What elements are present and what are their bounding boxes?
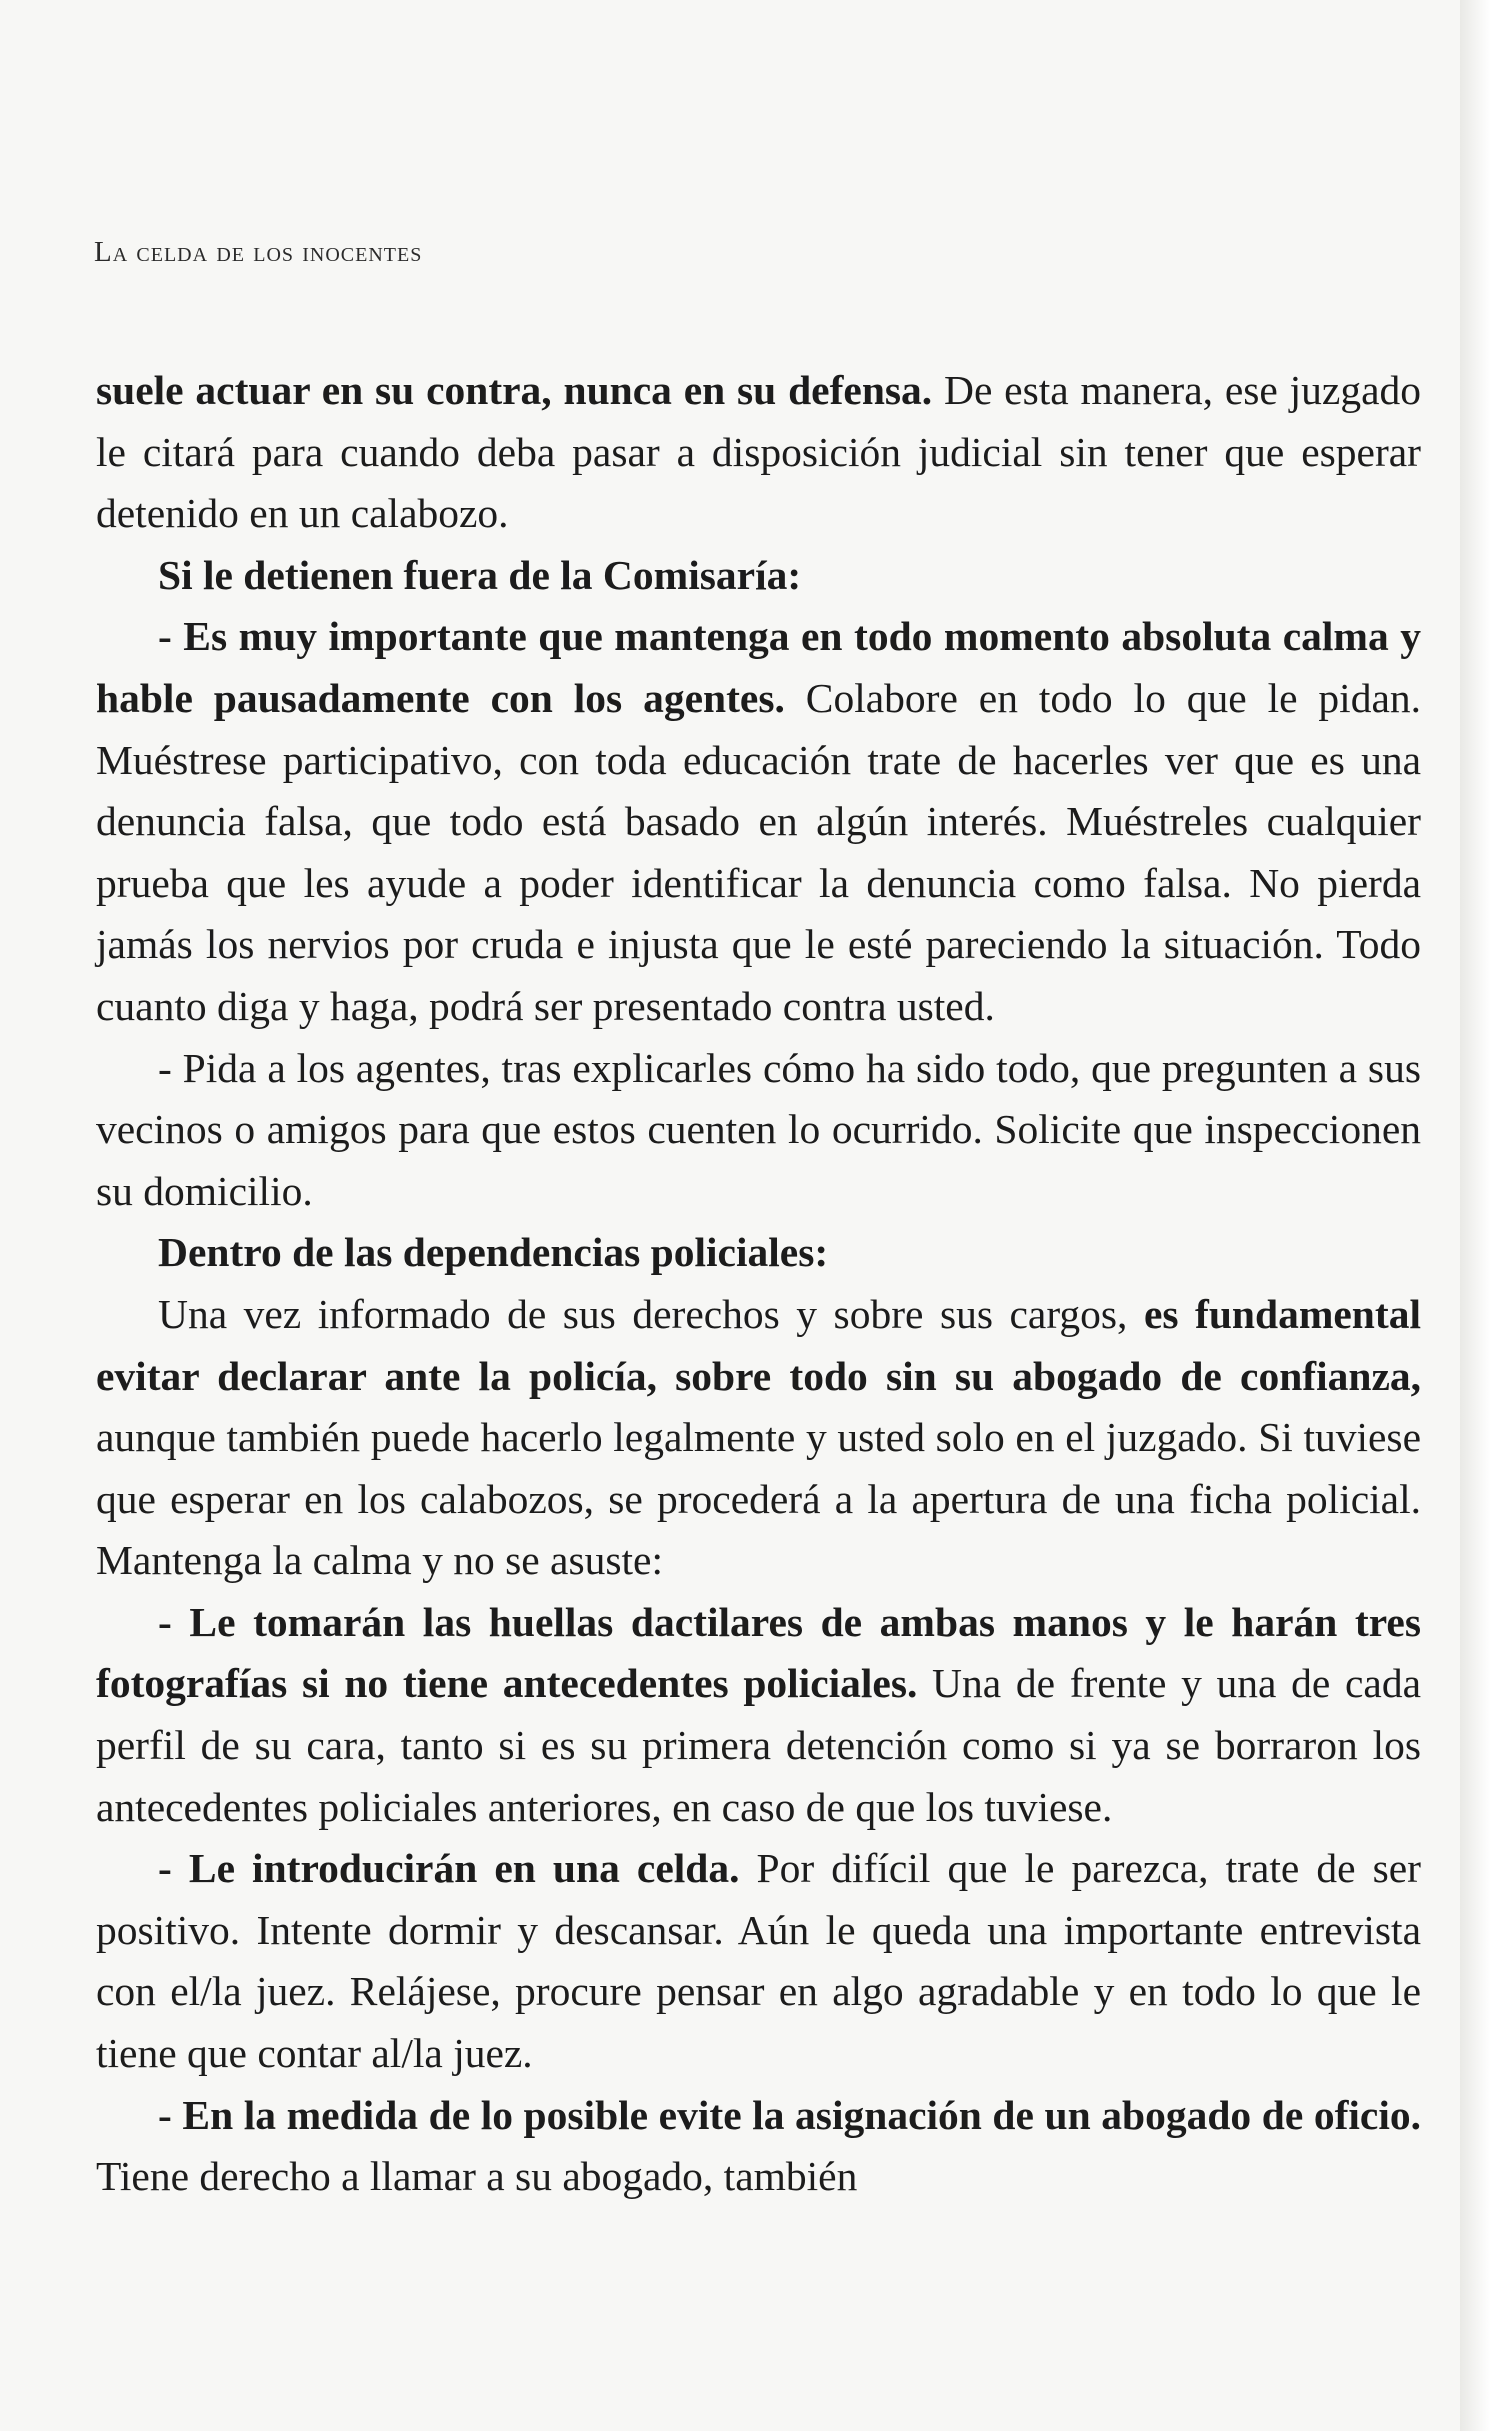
plain-text: - Pida a los agentes, tras explicarles cómo ha sido todo, que pregunten a sus vecinos o amigos para que estos cuenten lo ocurrido. Solicite que inspeccionen su domicilio.: [96, 1044, 1421, 1214]
bold-phrase: - Le tomarán las huellas dactilares de ambas manos y le harán tres fotografías si no tiene antecedentes policiales.: [96, 1598, 1421, 1707]
bold-phrase: - En la medida de lo posible evite la asignación de un abogado de oficio.: [158, 2091, 1421, 2138]
paragraph-1: [96, 360, 1421, 545]
paragraph-lawyer: [96, 2085, 1421, 2208]
paragraph-rights: [96, 1284, 1421, 1592]
paragraph-cell: [96, 1838, 1421, 2084]
paragraph-fingerprints: [96, 1592, 1421, 1838]
paragraph-calm: [96, 606, 1421, 1037]
section-heading: Si le detienen fuera de la Comisaría:: [158, 551, 802, 598]
body-text: [96, 360, 1421, 2208]
plain-text: aunque también puede hacerlo legalmente y usted solo en el juzgado. Si tuviese que esperar en los calabozos, se procederá a la apertura de una ficha policial. Mantenga la calma y no se asuste:: [96, 1414, 1421, 1584]
bold-phrase: - Le introducirán en una celda.: [158, 1845, 740, 1892]
section-heading-outside: [96, 545, 1421, 607]
plain-text: Por difícil que le parezca, trate de ser positivo. Intente dormir y descansar. Aún le queda una importante entrevista con el/la juez. Relájese, procure pensar en algo agradable y en todo lo que le tiene que contar al/la juez.: [96, 1845, 1422, 2077]
plain-text: Colabore en todo lo que le pidan. Muéstrese participativo, con toda educación trate de hacerles ver que es una denuncia falsa, que todo está basado en algún interés. Muéstreles cualquier prueba que les ayude a poder identificar la denuncia como falsa. No pierda jamás los nervios por cruda e injusta que le esté pareciendo la situación. Todo cuanto diga y haga, podrá ser presentado contra usted.: [96, 674, 1421, 1029]
page-edge: [1460, 0, 1491, 2431]
plain-text: Una vez informado de sus derechos y sobre sus cargos,: [158, 1290, 1144, 1337]
plain-text: Una de frente y una de cada perfil de su cara, tanto si es su primera detención como si ya se borraron los antecedentes policiales anteriores, en caso de que los tuviese.: [96, 1660, 1421, 1830]
bold-phrase: - Es muy importante que mantenga en todo momento absoluta calma y hable pausadamente con los agentes.: [96, 613, 1421, 721]
bold-phrase: suele actuar en su contra, nunca en su defensa.: [96, 367, 933, 413]
plain-text: Tiene derecho a llamar a su abogado, también: [96, 2153, 858, 2200]
section-heading-inside: [96, 1222, 1421, 1284]
plain-text: De esta manera, ese juzgado le citará para cuando deba pasar a disposición judicial sin tener que esperar detenido en un calabozo.: [96, 367, 1421, 537]
paragraph-ask-agents: [96, 1038, 1421, 1223]
bold-phrase: es fundamental evitar declarar ante la policía, sobre todo sin su abogado de confianza,: [96, 1290, 1421, 1399]
section-heading: Dentro de las dependencias policiales:: [158, 1229, 829, 1276]
running-header: La celda de los inocentes: [94, 236, 423, 268]
